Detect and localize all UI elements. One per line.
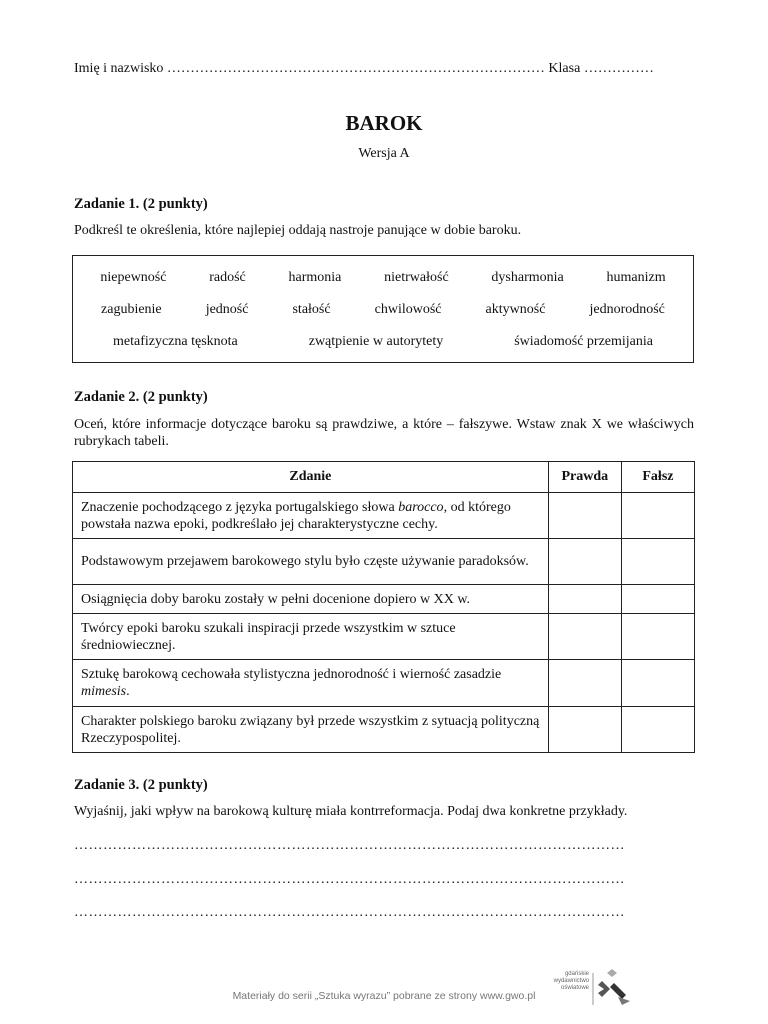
- true-header: Prawda: [548, 462, 621, 493]
- task3-instruction: Wyjaśnij, jaki wpływ na barokową kulturę miała kontrreformacja. Podaj dwa konkretne przykłady.: [74, 804, 628, 819]
- statement-cell: Charakter polskiego baroku związany był przede wszystkim z sytuacją polityczną Rzeczypospolitej.: [73, 707, 549, 753]
- false-checkbox-cell[interactable]: [621, 707, 694, 753]
- gwo-logo: [545, 967, 635, 1007]
- word-item[interactable]: humanizm: [606, 270, 666, 285]
- statement-cell: Sztukę barokową cechowała stylistyczna jednorodność i wierność zasadzie mimesis.: [73, 660, 549, 707]
- true-checkbox-cell[interactable]: [548, 585, 621, 614]
- word-item[interactable]: świadomość przemijania: [514, 334, 653, 349]
- task2-instruction: Oceń, które informacje dotyczące baroku są prawdziwe, a które – fałszywe. Wstaw znak X we właściwych rubrykach tabeli.: [74, 417, 694, 449]
- word-item[interactable]: zagubienie: [101, 302, 162, 317]
- true-checkbox-cell[interactable]: [548, 493, 621, 539]
- footer-source-note: Materiały do serii „Sztuka wyrazu” pobrane ze strony www.gwo.pl: [232, 990, 536, 1002]
- task2-title: Zadanie 2. (2 punkty): [74, 389, 208, 405]
- statement-header: Zdanie: [73, 462, 549, 493]
- answer-line-1[interactable]: ……………………………………………………………………………………………………: [74, 838, 625, 853]
- false-checkbox-cell[interactable]: [621, 660, 694, 707]
- table-row: [73, 660, 695, 707]
- statement-cell: Podstawowym przejawem barokowego stylu było częste używanie paradoksów.: [73, 539, 549, 585]
- task1-title: Zadanie 1. (2 punkty): [74, 196, 208, 212]
- word-row-3: [73, 334, 693, 350]
- table-row: [73, 585, 695, 614]
- class-label: Klasa: [548, 61, 581, 76]
- name-class-header: [74, 61, 654, 77]
- answer-line-3[interactable]: ……………………………………………………………………………………………………: [74, 905, 625, 920]
- version-label: Wersja A: [358, 146, 410, 161]
- logo-text: gdańskie wydawnictwo oświatowe: [553, 971, 589, 991]
- false-header: Fałsz: [621, 462, 694, 493]
- word-item[interactable]: nietrwałość: [384, 270, 449, 285]
- false-checkbox-cell[interactable]: [621, 614, 694, 660]
- statement-cell: Osiągnięcia doby baroku zostały w pełni docenione dopiero w XX w.: [73, 585, 549, 614]
- word-item[interactable]: zwątpienie w autorytety: [308, 334, 444, 349]
- true-checkbox-cell[interactable]: [548, 660, 621, 707]
- word-item[interactable]: metafizyczna tęsknota: [113, 334, 238, 349]
- statement-cell: Twórcy epoki baroku szukali inspiracji przede wszystkim w sztuce średniowiecznej.: [73, 614, 549, 660]
- statement-cell: Znaczenie pochodzącego z języka portugalskiego słowa barocco, od którego powstała nazwa epoki, podkreślało jej charakterystyczne cechy.: [73, 493, 549, 539]
- table-row: [73, 707, 695, 753]
- page-title: BAROK: [345, 111, 423, 135]
- answer-line-2[interactable]: ……………………………………………………………………………………………………: [74, 872, 625, 887]
- task3-title: Zadanie 3. (2 punkty): [74, 777, 208, 793]
- true-checkbox-cell[interactable]: [548, 539, 621, 585]
- word-box: [72, 255, 694, 363]
- false-checkbox-cell[interactable]: [621, 585, 694, 614]
- name-dots[interactable]: ………………………………………………………………………: [166, 61, 545, 76]
- gwo-logo-icon: [592, 967, 634, 1007]
- word-row-2: [73, 302, 693, 318]
- word-item[interactable]: radość: [209, 270, 246, 285]
- class-dots[interactable]: ……………: [583, 61, 654, 76]
- word-item[interactable]: jednorodność: [589, 302, 665, 317]
- word-item[interactable]: niepewność: [100, 270, 167, 285]
- task1-instruction: Podkreśl te określenia, które najlepiej oddają nastroje panujące w dobie baroku.: [74, 223, 522, 238]
- name-label: Imię i nazwisko: [74, 61, 164, 76]
- table-row: [73, 493, 695, 539]
- table-header-row: [73, 462, 695, 493]
- word-item[interactable]: chwilowość: [374, 302, 442, 317]
- true-false-table: [72, 461, 695, 753]
- word-item[interactable]: aktywność: [485, 302, 546, 317]
- word-item[interactable]: jedność: [205, 302, 249, 317]
- table-row: [73, 539, 695, 585]
- word-item[interactable]: stałość: [292, 302, 331, 317]
- word-row-1: [73, 270, 693, 286]
- word-item[interactable]: dysharmonia: [491, 270, 564, 285]
- true-checkbox-cell[interactable]: [548, 707, 621, 753]
- true-checkbox-cell[interactable]: [548, 614, 621, 660]
- false-checkbox-cell[interactable]: [621, 539, 694, 585]
- word-item[interactable]: harmonia: [288, 270, 342, 285]
- false-checkbox-cell[interactable]: [621, 493, 694, 539]
- table-row: [73, 614, 695, 660]
